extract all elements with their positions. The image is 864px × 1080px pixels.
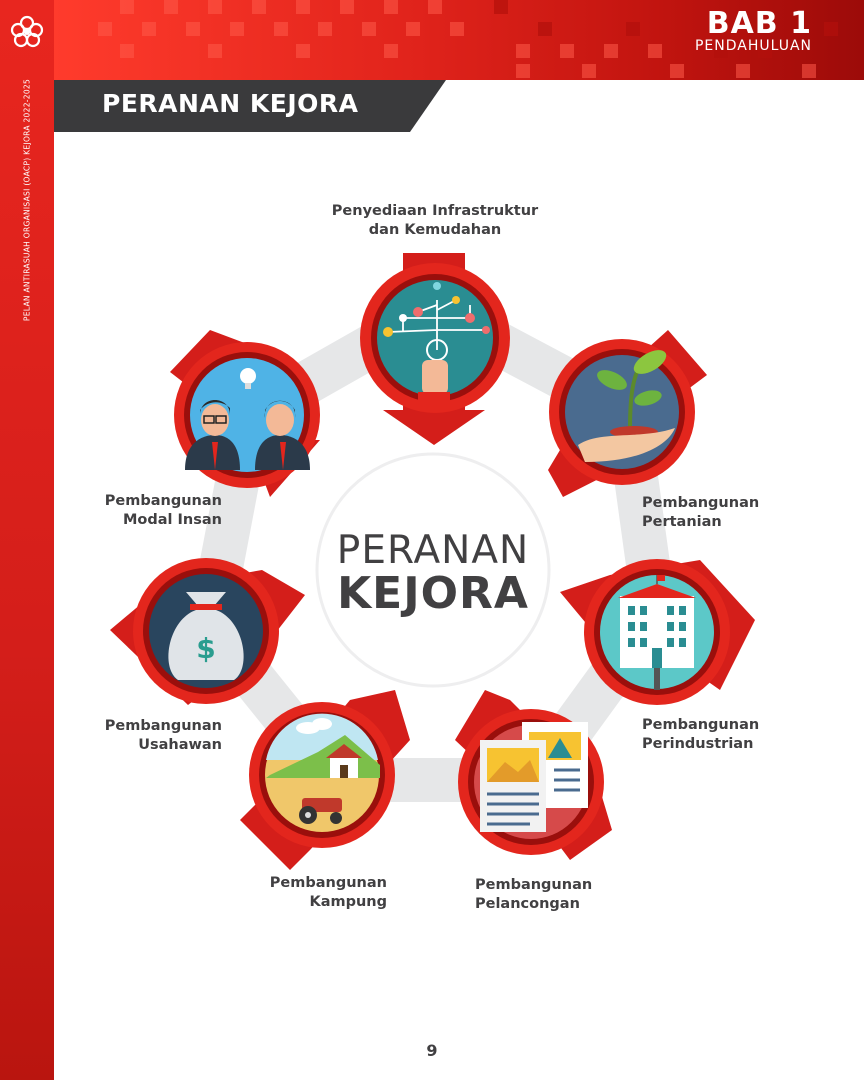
label-modal-insan: Pembangunan Modal Insan [104, 493, 222, 528]
label-pertanian: Pembangunan Pertanian [642, 495, 760, 530]
chapter-title: PENDAHULUAN [694, 38, 812, 54]
node-pertanian [548, 330, 707, 497]
svg-text:$: $ [196, 632, 216, 665]
section-title: PERANAN KEJORA [102, 89, 359, 118]
label-usahawan: Pembangunan Usahawan [104, 718, 222, 753]
center-title-line1: PERANAN [336, 528, 530, 573]
label-kampung: Pembangunan Kampung [269, 875, 387, 910]
center-title-line2: KEJORA [337, 568, 529, 619]
label-infrastruktur: Penyediaan Infrastruktur dan Kemudahan [331, 203, 539, 238]
node-modal-insan [170, 330, 320, 497]
document-title-vertical: PELAN ANTIRASUAH ORGANISASI (OACP) KEJORA 2022-2025 [22, 78, 32, 322]
page-number: 9 [426, 1041, 438, 1060]
node-infrastruktur [360, 253, 510, 445]
chapter-number: BAB 1 [706, 6, 812, 41]
label-pelancongan: Pembangunan Pelancongan [475, 877, 593, 912]
label-perindustrian: Pembangunan Perindustrian [642, 717, 760, 752]
